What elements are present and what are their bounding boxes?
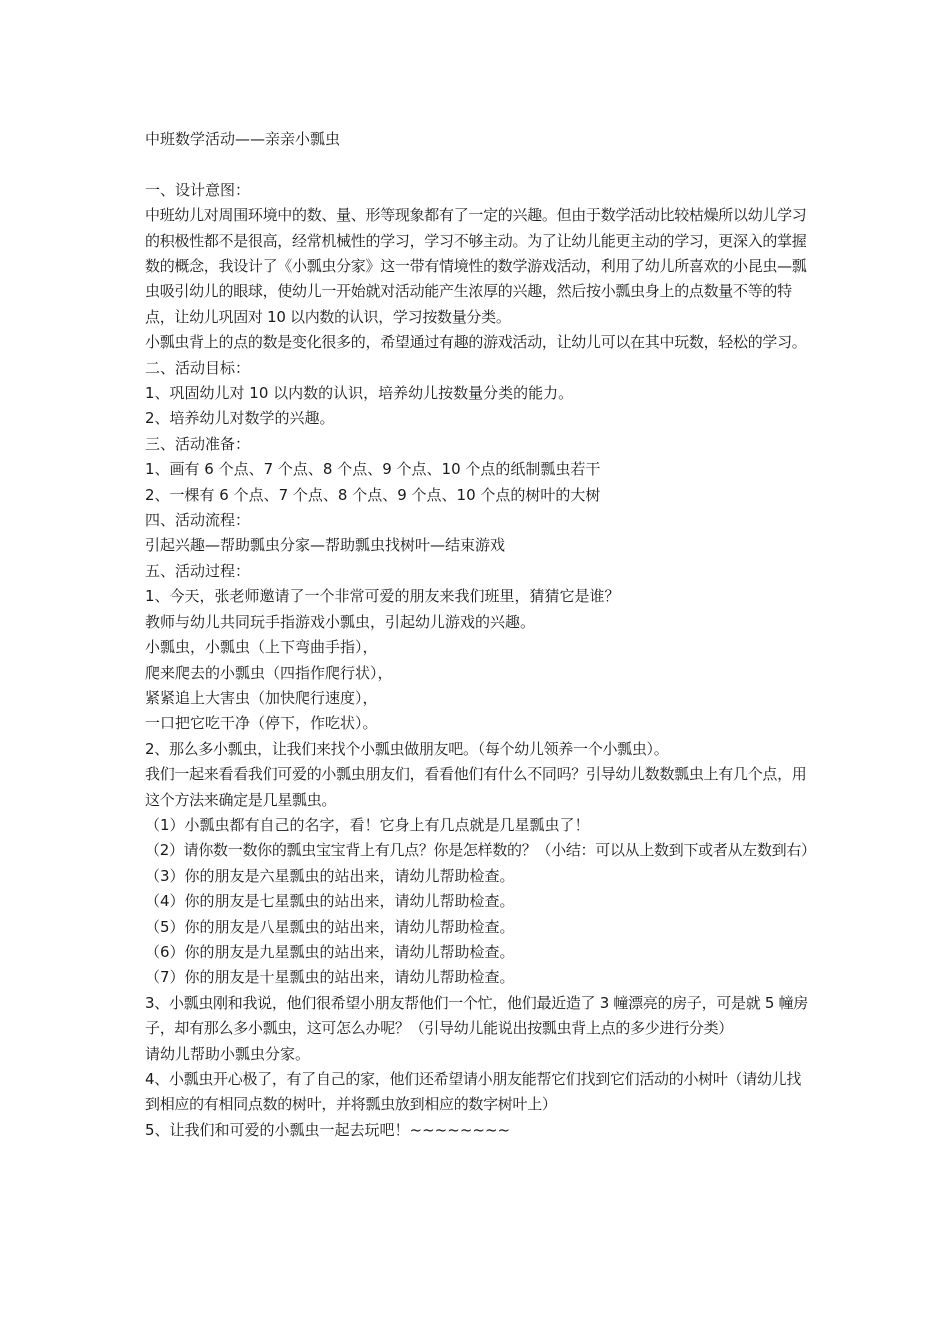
paragraph-design-intent: 中班幼儿对周围环境中的数、量、形等现象都有了一定的兴趣。但由于数学活动比较枯燥所以幼儿学习的积极性都不是很高，经常机械性的学习，学习不够主动。为了让幼儿能更主动的学习，更深入的掌握数的概念，我设计了《小瓢虫分家》这一带有情境性的数学游戏活动，利用了幼儿所喜欢的小昆虫—瓢虫吸引幼儿的眼球，使幼儿一开始就对活动能产生浓厚的兴趣，然后按小瓢虫身上的点数量不等的特点，让幼儿巩固对 10 以内数的认识，学习按数量分类。 bbox=[145, 206, 807, 326]
goal-item-2: 2、培养幼儿对数学的兴趣。 bbox=[145, 409, 335, 428]
process-step-3: 3、小瓢虫刚和我说，他们很希望小朋友帮他们一个忙，他们最近造了 3 幢漂亮的房子，可是就 5 幢房子，却有那么多小瓢虫，这可怎么办呢？（引导幼儿能说出按瓢虫背上点的多少进行分类） bbox=[145, 993, 809, 1038]
rhyme-line-1: 小瓢虫，小瓢虫（上下弯曲手指）， bbox=[145, 638, 378, 657]
sub-item-1: （1）小瓢虫都有自己的名字，看！它身上有几点就是几星瓢虫了！ bbox=[145, 815, 590, 834]
document-title: 中班数学活动——亲亲小瓢虫 bbox=[145, 130, 341, 148]
flow-text: 引起兴趣—帮助瓢虫分家—帮助瓢虫找树叶—结束游戏 bbox=[145, 536, 506, 555]
section-heading-preparation: 三、活动准备： bbox=[145, 434, 251, 453]
paragraph-design-intent-2: 小瓢虫背上的点的数是变化很多的，希望通过有趣的游戏活动，让幼儿可以在其中玩数，轻松的学习。 bbox=[145, 333, 807, 352]
preparation-item-2: 2、一棵有 6 个点、7 个点、8 个点、9 个点、10 个点的树叶的大树 bbox=[145, 485, 601, 504]
section-heading-design-intent: 一、设计意图： bbox=[145, 180, 251, 199]
sub-item-6: （6）你的朋友是九星瓢虫的站出来，请幼儿帮助检查。 bbox=[145, 942, 515, 961]
rhyme-line-3: 紧紧追上大害虫（加快爬行速度）， bbox=[145, 688, 378, 707]
process-text: 教师与幼儿共同玩手指游戏小瓢虫，引起幼儿游戏的兴趣。 bbox=[145, 612, 536, 631]
goal-item-1: 1、巩固幼儿对 10 以内数的认识，培养幼儿按数量分类的能力。 bbox=[145, 384, 574, 403]
process-step-4: 4、小瓢虫开心极了，有了自己的家，他们还希望请小朋友能帮它们找到它们活动的小树叶（请幼儿找到相应的有相同点数的树叶，并将瓢虫放到相应的数字树叶上） bbox=[145, 1070, 802, 1114]
process-step-2: 2、那么多小瓢虫，让我们来找个小瓢虫做朋友吧。（每个幼儿领养一个小瓢虫）。 bbox=[145, 739, 669, 758]
sub-item-3: （3）你的朋友是六星瓢虫的站出来，请幼儿帮助检查。 bbox=[145, 866, 515, 885]
preparation-item-1: 1、画有 6 个点、7 个点、8 个点、9 个点、10 个点的纸制瓢虫若干 bbox=[145, 460, 601, 479]
sub-item-5: （5）你的朋友是八星瓢虫的站出来，请幼儿帮助检查。 bbox=[145, 917, 515, 936]
sub-item-2: （2）请你数一数你的瓢虫宝宝背上有几点？你是怎样数的？（小结：可以从上数到下或者从左数到右） bbox=[145, 841, 816, 860]
section-heading-goals: 二、活动目标： bbox=[145, 358, 251, 377]
section-heading-process: 五、活动过程： bbox=[145, 561, 251, 580]
rhyme-line-2: 爬来爬去的小瓢虫（四指作爬行状）， bbox=[145, 663, 393, 682]
process-text: 请幼儿帮助小瓢虫分家。 bbox=[145, 1044, 311, 1063]
sub-item-4: （4）你的朋友是七星瓢虫的站出来，请幼儿帮助检查。 bbox=[145, 892, 515, 911]
process-step-5: 5、让我们和可爱的小瓢虫一起去玩吧！~~~~~~~~ bbox=[145, 1120, 511, 1139]
document-body bbox=[145, 127, 815, 1143]
process-step-1: 1、今天，张老师邀请了一个非常可爱的朋友来我们班里，猜猜它是谁？ bbox=[145, 587, 620, 606]
sub-item-7: （7）你的朋友是十星瓢虫的站出来，请幼儿帮助检查。 bbox=[145, 968, 515, 987]
rhyme-line-4: 一口把它吃干净（停下，作吃状）。 bbox=[145, 714, 378, 733]
section-heading-flow: 四、活动流程： bbox=[145, 511, 251, 530]
process-text: 我们一起来看看我们可爱的小瓢虫朋友们，看看他们有什么不同吗？引导幼儿数数瓢虫上有几个点，用这个方法来确定是几星瓢虫。 bbox=[145, 765, 807, 809]
